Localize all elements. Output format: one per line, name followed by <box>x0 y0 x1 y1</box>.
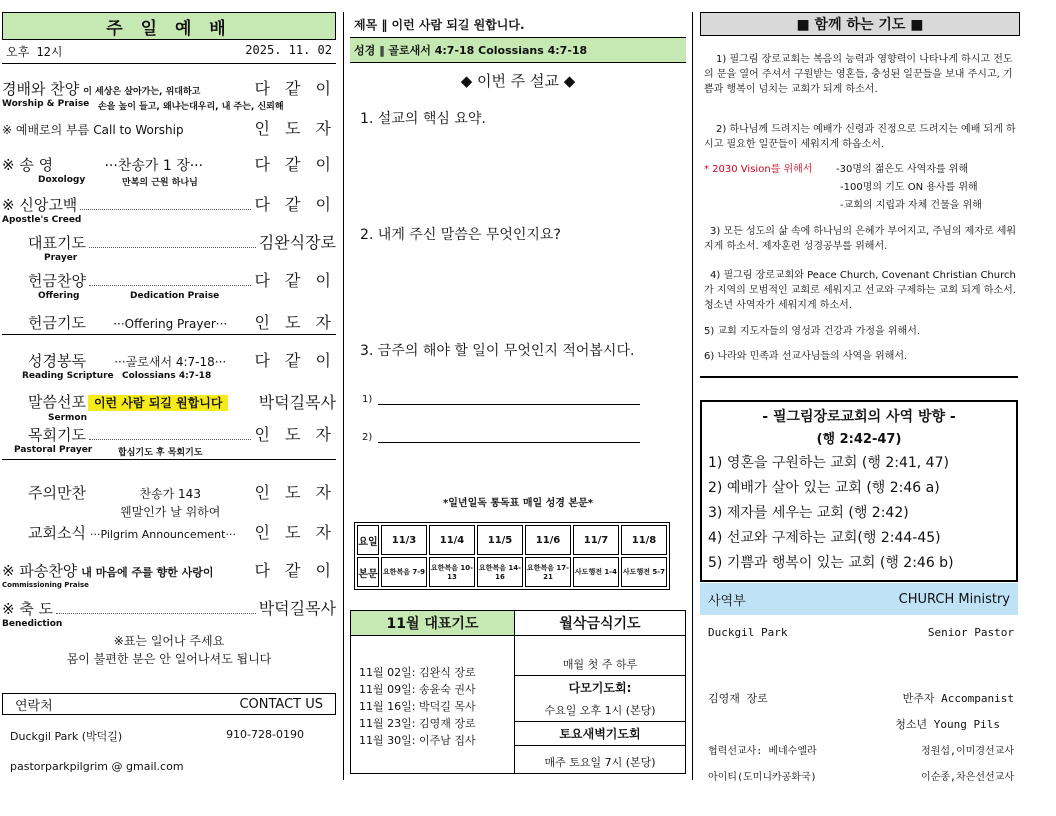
vision-block <box>704 162 1018 213</box>
plan-text: 요한복음 10-13 <box>429 557 475 587</box>
order-leader: 인 도 자 <box>254 119 336 138</box>
order-detail: 찬송가 143 <box>139 487 201 501</box>
order-label: 헌금기도 <box>28 314 86 332</box>
order-item <box>2 390 336 423</box>
plan-date: 11/3 <box>381 525 427 555</box>
order-label: ※ 신앙고백 <box>2 196 78 214</box>
order-label: 목회기도 <box>28 426 86 444</box>
contact-row <box>2 728 336 744</box>
ministry-row: 아이티(도미니카공화국) 이순종,차은선선교사 <box>708 772 1014 783</box>
order-item <box>2 152 336 188</box>
order-leader: 다 같 이 <box>254 155 336 174</box>
order-leader: 다 같 이 <box>254 195 336 214</box>
order-leader: 다 같 이 <box>254 351 336 370</box>
plan-date: 11/4 <box>429 525 475 555</box>
prayer-meetings <box>515 636 685 773</box>
order-en: Worship & Praise <box>2 99 90 109</box>
order-leader: 인 도 자 <box>254 313 336 332</box>
prayer-item-3: 3) 모든 성도의 삶 속에 하나님의 은혜가 부어지고, 주님의 제자로 세워지게 하소서. 제자훈련 성경공부를 위해서. <box>704 226 1017 252</box>
order-label: 교회소식 <box>28 524 86 542</box>
prayer-item-6: 6) 나라와 민족과 선교사님들의 사역을 위해서. <box>704 351 908 362</box>
order-detail: ···Offering Prayer··· <box>113 317 228 331</box>
order-item <box>2 596 336 629</box>
order-item <box>2 480 336 520</box>
prayer-item-5: 5) 교회 지도자들의 영성과 건강과 가정을 위해서. <box>704 326 921 337</box>
order-label: ※ 파송찬양 <box>2 562 78 580</box>
order-en-detail: Colossians 4:7-18 <box>122 371 212 381</box>
order-en: Doxology <box>38 175 86 185</box>
worship-time-row <box>2 40 336 64</box>
order-en: Prayer <box>44 253 78 263</box>
order-label: 경배와 찬양 <box>2 80 80 98</box>
contact-phone[interactable]: 910-728-0190 <box>226 728 304 741</box>
stand-note-2: 몸이 불편한 분은 안 일어나셔도 됩니다 <box>66 652 272 666</box>
worship-time: 오후 12시 <box>6 45 63 59</box>
prayer-schedule-box <box>350 610 686 774</box>
ministry-en: CHURCH Ministry <box>898 591 1010 607</box>
order-en: Sermon <box>48 413 87 423</box>
answer-line-2[interactable]: 2) <box>362 432 640 443</box>
sermon-title: 제목 ‖ 이런 사람 되길 원합니다. <box>350 12 686 38</box>
prayer-left-header: 11월 대표기도 <box>351 611 515 635</box>
order-detail: Call to Worship <box>93 123 184 137</box>
contact-header <box>2 693 336 715</box>
order-detail: 내 마음에 주를 향한 사랑이 <box>81 566 214 579</box>
prayer-item-4: 4) 필그림 장로교회와 Peace Church, Covenant Christian Church 가 지역의 모범적인 교회로 세워지고 선교와 구제하는 교회 되게 하소서. 청소년 사역자가 세워지게 하소서. <box>704 270 1016 311</box>
ministry-direction-box <box>700 400 1018 582</box>
order-item <box>2 558 336 589</box>
order-label: 성경봉독 <box>28 352 86 370</box>
order-leader: 인 도 자 <box>254 483 336 502</box>
worship-header: 주 일 예 배 <box>2 12 336 40</box>
answer-line-1[interactable]: 1) <box>362 394 640 405</box>
row-label: 본문 <box>357 557 379 587</box>
order-detail: ···골로새서 4:7-18··· <box>114 355 227 369</box>
direction-item: 1) 영혼을 구원하는 교회 (행 2:41, 47) <box>708 455 949 471</box>
order-item <box>2 116 336 139</box>
order-label: 헌금찬양 <box>28 272 86 290</box>
prayer-column <box>700 12 1020 792</box>
ministry-row: 협력선교사: 베네수엘라 정원섭,이미경선교사 <box>708 746 1014 757</box>
ministry-row: 김영재 장로 반주자 Accompanist <box>708 692 1014 705</box>
direction-title: - 필그림장로교회의 사역 방향 - <box>762 409 956 425</box>
order-en: Offering <box>38 291 80 301</box>
order-en: Benediction <box>2 619 63 629</box>
order-leader: 다 같 이 <box>254 271 336 290</box>
order-item <box>2 230 336 263</box>
prayer-list-item: 11월 23일: 김영재 장로 <box>359 717 476 730</box>
order-item <box>2 268 336 301</box>
ministry-header <box>700 583 1018 615</box>
order-en: Apostle's Creed <box>2 215 82 225</box>
order-detail: 이 세상은 살아가는, 위대하고 <box>83 87 201 97</box>
order-detail: ···Pilgrim Announcement··· <box>89 528 236 541</box>
order-item <box>2 192 336 225</box>
plan-date: 11/5 <box>477 525 523 555</box>
prayer-list-item: 11월 02일: 김완식 장로 <box>359 666 476 679</box>
reading-plan-table <box>354 522 670 590</box>
stand-note: ※표는 일어나 주세요 <box>113 634 225 648</box>
order-label: ※ 축 도 <box>2 600 54 618</box>
vision-goal: -30명의 젊은도 사역자를 위해 <box>836 164 969 175</box>
order-en-detail: 합심기도 후 목회기도 <box>118 448 203 458</box>
reading-plan-title: *일년일독 통독표 매일 성경 본문* <box>443 498 593 509</box>
plan-date: 11/8 <box>621 525 667 555</box>
order-item <box>2 76 336 112</box>
order-en: Commissioning Praise <box>2 581 89 589</box>
meeting-line: 매월 첫 주 하루 <box>515 636 685 676</box>
prayer-list <box>351 636 515 773</box>
prayer-list-item: 11월 16일: 박덕길 목사 <box>359 700 476 713</box>
meeting-line: 다모기도회: <box>568 681 632 695</box>
order-label: 주의만찬 <box>28 484 86 502</box>
meeting-line: 토요새벽기도회 <box>515 722 685 746</box>
vision-goal: -100명의 기도 ON 용사를 위해 <box>840 182 978 193</box>
direction-item: 2) 예배가 살아 있는 교회 (행 2:46 a) <box>708 480 940 496</box>
contact-name: Duckgil Park (박덕길) <box>10 730 123 743</box>
contact-label-en: CONTACT US <box>239 696 323 712</box>
worship-date: 2025. 11. 02 <box>245 43 332 57</box>
worship-order-column <box>2 12 336 773</box>
order-label: 대표기도 <box>28 234 86 252</box>
order-label: ※ 예배로의 부름 <box>2 123 90 137</box>
plan-text: 요한복음 14-16 <box>477 557 523 587</box>
order-en: Reading Scripture <box>22 371 114 381</box>
direction-item: 5) 기쁨과 행복이 있는 교회 (행 2:46 b) <box>708 555 954 571</box>
order-leader: 김완식장로 <box>258 233 336 252</box>
order-item <box>2 520 336 543</box>
reading-plan-date-row <box>357 525 667 555</box>
order-en-detail: Dedication Praise <box>130 291 220 301</box>
direction-sub: (행 2:42-47) <box>816 432 902 447</box>
prayer-item-2: 2) 하나님께 드려지는 예배가 신령과 진정으로 드려지는 예배 되게 하시고 필요한 일꾼들이 세워지게 하옵소서. <box>704 124 1016 150</box>
order-en: Pastoral Prayer <box>14 445 93 455</box>
order-en-detail: 손을 높이 들고, 왜냐는대우리, 내 주는, 신뢰해 <box>98 102 284 112</box>
order-en-detail: 웬말인가 날 위하여 <box>120 505 221 519</box>
sermon-column <box>350 12 686 769</box>
order-leader: 다 같 이 <box>254 561 336 580</box>
plan-text: 요한복음 7-9 <box>381 557 427 587</box>
together-prayer-header: ■ 함께 하는 기도 ■ <box>700 12 1020 36</box>
prayer-list-item: 11월 30일: 이주남 집사 <box>359 734 476 747</box>
plan-text: 사도행전 5-7 <box>621 557 667 587</box>
order-item <box>2 422 336 458</box>
order-label: ※ 송 영 <box>2 156 54 174</box>
vision-label: * 2030 Vision를 위해서 <box>704 164 813 175</box>
plan-text: 요한복음 17-21 <box>525 557 571 587</box>
row-label: 요일 <box>357 525 379 555</box>
order-item <box>2 310 336 333</box>
contact-email[interactable]: pastorparkpilgrim @ gmail.com <box>10 760 184 773</box>
order-leader: 박덕길목사 <box>258 599 336 618</box>
plan-date: 11/6 <box>525 525 571 555</box>
meeting-line: 매주 토요일 7시 (본당) <box>544 756 656 769</box>
contact-label-ko: 연락처 <box>15 698 53 714</box>
plan-date: 11/7 <box>573 525 619 555</box>
order-leader: 인 도 자 <box>254 425 336 444</box>
order-leader: 인 도 자 <box>254 523 336 542</box>
order-leader: 박덕길목사 <box>258 393 336 412</box>
ministry-ko: 사역부 <box>708 593 746 609</box>
vision-goal: -교회의 지립과 자체 건물을 위해 <box>840 200 982 211</box>
prayer-list-item: 11월 09일: 송윤숙 권사 <box>359 683 476 696</box>
direction-item: 3) 제자를 세우는 교회 (행 2:42) <box>708 505 909 521</box>
ministry-row: 청소년 Young Pils <box>895 718 1000 731</box>
direction-item: 4) 선교와 구제하는 교회(행 2:44-45) <box>708 530 941 546</box>
sermon-heading: ◆ 이번 주 설교 ◆ <box>460 72 576 90</box>
ministry-row: Duckgil Park Senior Pastor <box>708 626 1014 639</box>
question-2: 2. 내게 주신 말씀은 무엇인지요? <box>360 227 561 243</box>
question-1: 1. 설교의 핵심 요약. <box>360 111 486 127</box>
order-detail: ···찬송가 1 장··· <box>104 158 204 174</box>
sermon-title-highlight: 이런 사람 되길 원합니다 <box>88 395 228 411</box>
reading-plan-text-row <box>357 557 667 587</box>
order-item <box>2 348 336 381</box>
prayer-right-header: 월삭금식기도 <box>515 611 685 635</box>
sermon-scripture: 성경 ‖ 골로새서 4:7-18 Colossians 4:7-18 <box>350 38 686 63</box>
plan-text: 사도행전 1-4 <box>573 557 619 587</box>
meeting-line: 수요일 오후 1시 (본당) <box>515 699 685 722</box>
order-label: 말씀선포 <box>28 393 86 411</box>
question-3: 3. 금주의 해야 할 일이 무엇인지 적어봅시다. <box>360 343 635 359</box>
prayer-item-1: 1) 필그림 장로교회는 복음의 능력과 영향력이 나타나게 하시고 전도의 문을 열어 주셔서 구원받는 영혼들, 충성된 일꾼들을 보내 주시고, 기쁨과 행복이 넘치는 교회가 되게 하소서. <box>704 54 1013 95</box>
order-leader: 다 같 이 <box>254 79 336 98</box>
order-en-detail: 만복의 근원 하나님 <box>122 178 198 188</box>
